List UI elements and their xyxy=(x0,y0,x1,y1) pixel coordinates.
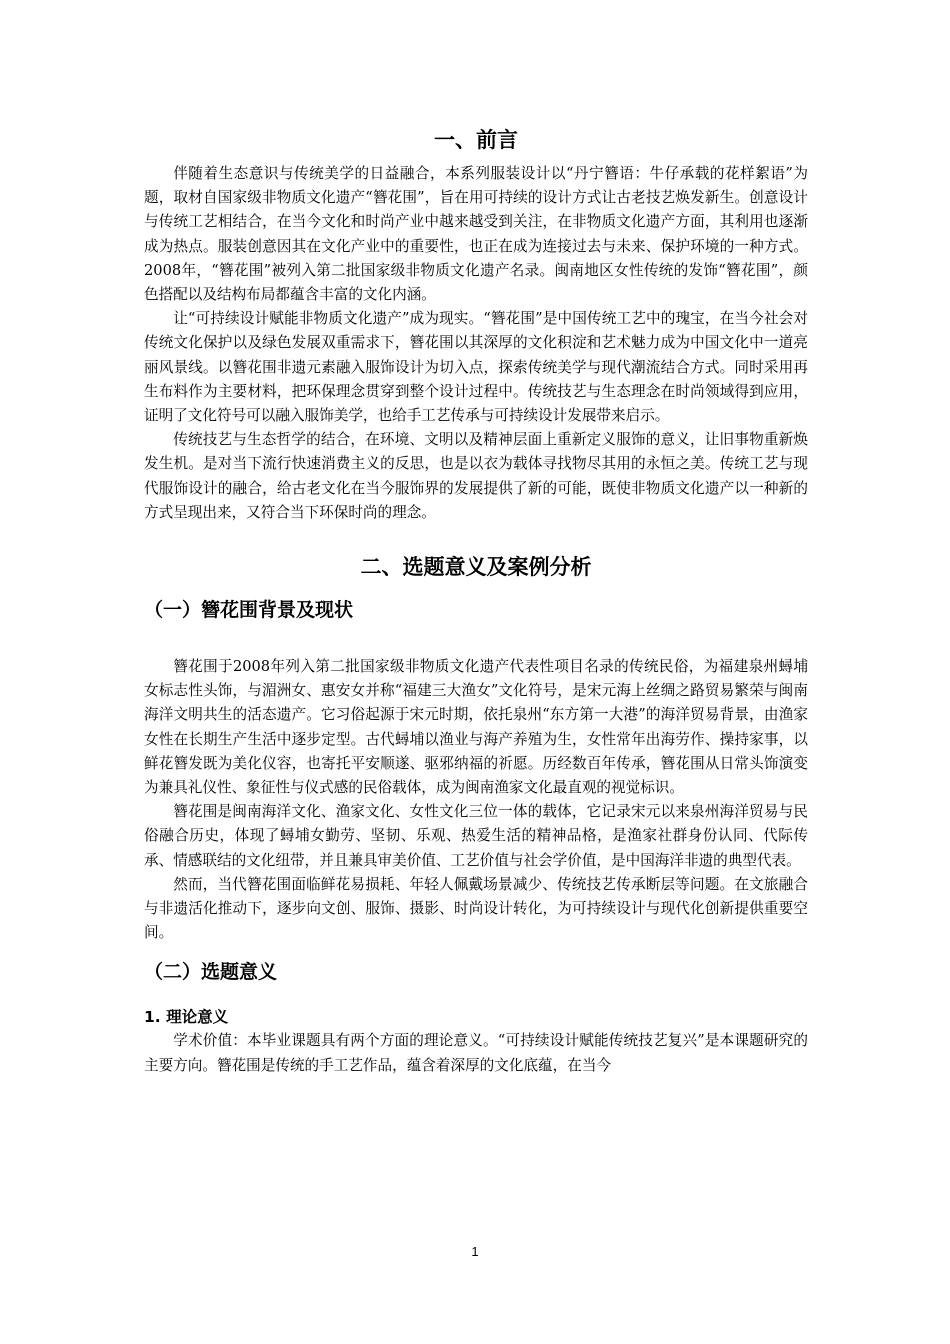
subsection-title-background: （一）簪花围背景及现状 xyxy=(144,599,354,622)
paragraph: 簪花围是闽南海洋文化、渔家文化、女性文化三位一体的载体，它记录宋元以来泉州海洋贸易与民俗融合历史，体现了蟳埔女勤劳、坚韧、乐观、热爱生活的精神品格，是渔家社群身份认同、代际传承、情感联结的文化纽带，并且兼具审美价值、工艺价值与社会学价值，是中国海洋非遗的典型代表。 xyxy=(144,803,808,869)
section-title-significance: 二、选题意义及案例分析 xyxy=(360,555,592,580)
paragraph: 然而，当代簪花围面临鲜花易损耗、年轻人佩戴场景减少、传统技艺传承断层等问题。在文旅融合与非遗活化推动下，逐步向文创、服饰、摄影、时尚设计转化，为可持续设计与现代化创新提供重要空间。 xyxy=(144,875,808,942)
page-content xyxy=(144,124,808,1078)
paragraph: 让“可持续设计赋能非物质文化遗产”成为现实。“簪花围”是中国传统工艺中的瑰宝，在当今社会对传统文化保护以及绿色发展双重需求下，簪花围以其深厚的文化积淀和艺术魅力成为中国文化中一道亮丽风景线。以簪花围非遗元素融入服饰设计为切入点，探索传统美学与现代潮流结合方式。同时采用再生布料作为主要材料，把环保理念贯穿到整个设计过程中。传统技艺与生态理念在时尚领域得到应用，证明了文化符号可以融入服饰美学，也给手工艺传承与可持续设计发展带来启示。 xyxy=(144,310,808,425)
paragraph: 伴随着生态意识与传统美学的日益融合，本系列服装设计以“丹宁簪语：牛仔承载的花样絮语”为题，取材自国家级非物质文化遗产“簪花围”，旨在用可持续的设计方式让古老技艺焕发新生。创意设计与传统工艺相结合，在当今文化和时尚产业中越来越受到关注，在非物质文化遗产方面，其利用也逐渐成为热点。服装创意因其在文化产业中的重要性，也正在成为连接过去与未来、保护环境的一种方式。2008年，“簪花围”被列入第二批国家级非物质文化遗产名录。闽南地区女性传统的发饰“簪花围”，颜色搭配以及结构布局都蕴含丰富的文化内涵。 xyxy=(144,165,808,304)
paragraph: 学术价值：本毕业课题具有两个方面的理论意义。“可持续设计赋能传统技艺复兴”是本课题研究的主要方向。簪花围是传统的手工艺作品，蕴含着深厚的文化底蕴，在当今 xyxy=(144,1032,808,1074)
paragraph: 传统技艺与生态哲学的结合，在环境、文明以及精神层面上重新定义服饰的意义，让旧事物重新焕发生机。是对当下流行快速消费主义的反思，也是以衣为载体寻找物尽其用的永恒之美。传统工艺与现代服饰设计的融合，给古老文化在当今服饰界的发展提供了新的可能，既使非物质文化遗产以一种新的方式呈现出来，又符合当下环保时尚的理念。 xyxy=(144,431,808,521)
page-number: 1 xyxy=(471,1244,479,1259)
section-title-preface: 一、前言 xyxy=(434,128,518,152)
sub-subsection-title-theory: 1. 理论意义 xyxy=(144,1008,229,1027)
subsection-title-meaning: （二）选题意义 xyxy=(144,961,278,984)
paragraph: 簪花围于2008年列入第二批国家级非物质文化遗产代表性项目名录的传统民俗，为福建泉州蟳埔女标志性头饰，与湄洲女、惠安女并称“福建三大渔女”文化符号，是宋元海上丝绸之路贸易繁荣与闽南海洋文明共生的活态遗产。它习俗起源于宋元时期，依托泉州“东方第一大港”的海洋贸易背景，由渔家女性在长期生产生活中逐步定型。古代蟳埔以渔业与海产养殖为生，女性常年出海劳作、操持家事，以鲜花簪发既为美化仪容，也寄托平安顺遂、驱邪纳福的祈愿。历经数百年传承，簪花围从日常头饰演变为兼具礼仪性、象征性与仪式感的民俗载体，成为闽南渔家文化最直观的视觉标识。 xyxy=(144,658,808,797)
